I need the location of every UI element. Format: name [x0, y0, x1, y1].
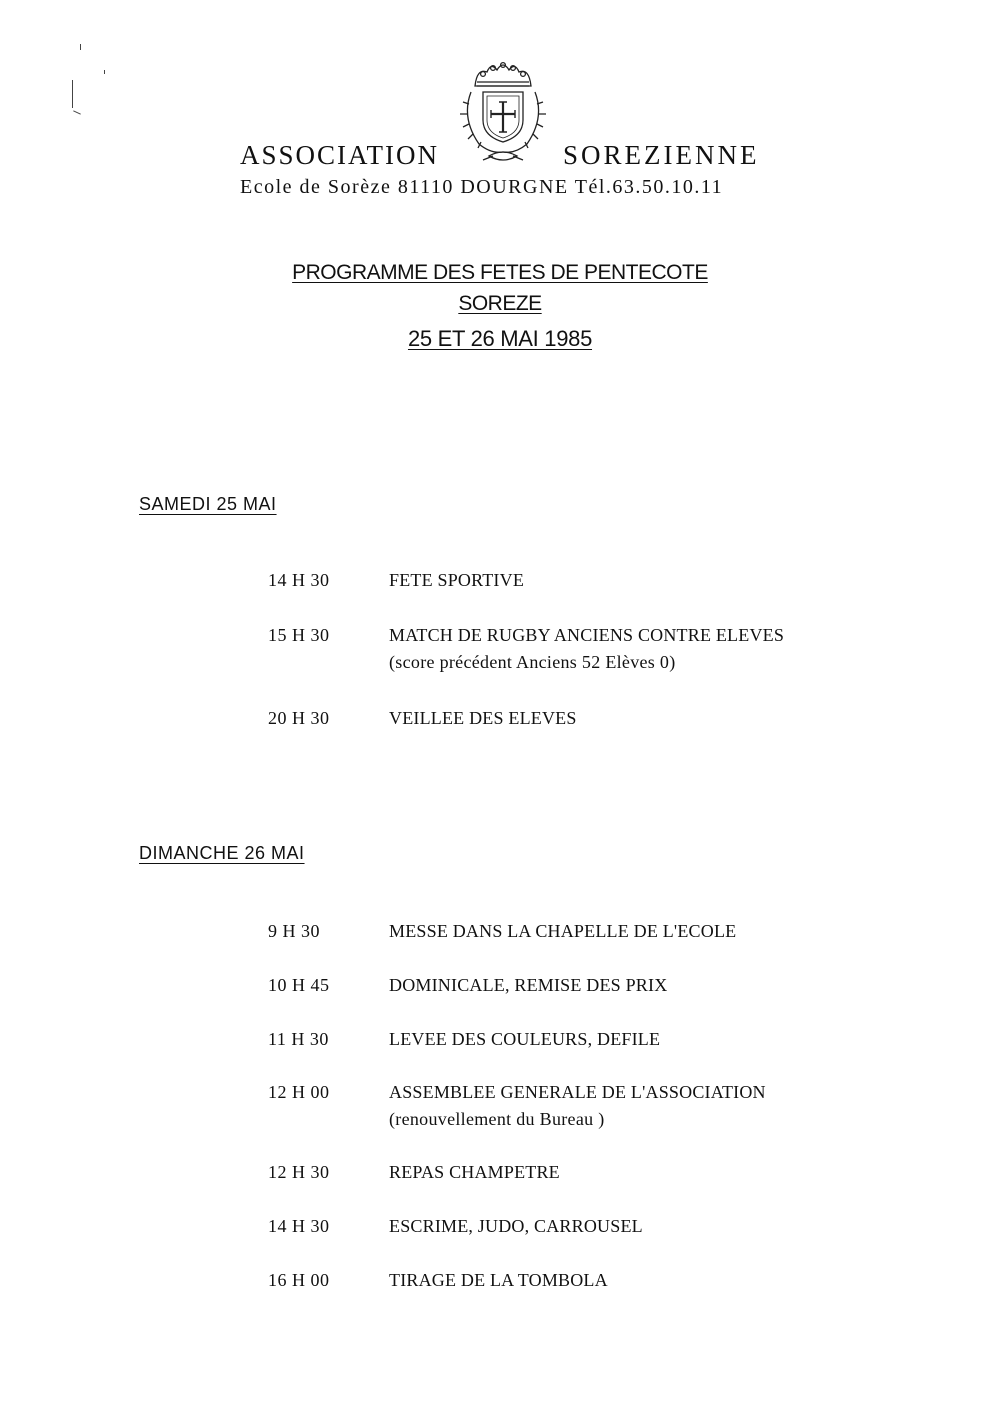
- item-description: TIRAGE DE LA TOMBOLA: [389, 1270, 608, 1290]
- scan-mark: [73, 110, 81, 114]
- day-heading-saturday: SAMEDI 25 MAI: [139, 494, 277, 514]
- item-description: MESSE DANS LA CHAPELLE DE L'ECOLE: [389, 921, 737, 941]
- scan-mark: [80, 44, 81, 50]
- item-description: REPAS CHAMPETRE: [389, 1162, 560, 1182]
- day-heading-sunday: DIMANCHE 26 MAI: [139, 843, 305, 863]
- item-time: 10 H 45: [268, 975, 330, 995]
- item-description: MATCH DE RUGBY ANCIENS CONTRE ELEVES: [389, 625, 785, 645]
- scan-mark: [104, 70, 105, 74]
- item-time: 14 H 30: [268, 1216, 330, 1236]
- item-description: VEILLEE DES ELEVES: [389, 708, 577, 728]
- item-note: (score précédent Anciens 52 Elèves 0): [389, 652, 676, 672]
- item-time: 9 H 30: [268, 921, 320, 941]
- item-description: FETE SPORTIVE: [389, 570, 525, 590]
- title-line-2: SOREZE: [458, 292, 542, 315]
- coat-of-arms-logo: [453, 56, 553, 168]
- programme-title: [0, 259, 1000, 357]
- item-description: ESCRIME, JUDO, CARROUSEL: [389, 1216, 643, 1236]
- item-time: 11 H 30: [268, 1029, 329, 1049]
- item-time: 15 H 30: [268, 625, 330, 645]
- item-time: 12 H 00: [268, 1082, 330, 1102]
- item-description: LEVEE DES COULEURS, DEFILE: [389, 1029, 661, 1049]
- item-description: DOMINICALE, REMISE DES PRIX: [389, 975, 668, 995]
- item-time: 14 H 30: [268, 570, 330, 590]
- item-description: ASSEMBLEE GENERALE DE L'ASSOCIATION: [389, 1082, 766, 1102]
- association-address: Ecole de Sorèze 81110 DOURGNE Tél.63.50.10.11: [240, 176, 724, 198]
- title-line-1: PROGRAMME DES FETES DE PENTECOTE: [292, 261, 708, 284]
- association-name-left: ASSOCIATION: [240, 140, 440, 170]
- item-time: 20 H 30: [268, 708, 330, 728]
- item-time: 12 H 30: [268, 1162, 330, 1182]
- item-time: 16 H 00: [268, 1270, 330, 1290]
- title-line-3: 25 ET 26 MAI 1985: [407, 326, 593, 351]
- association-name-right: SOREZIENNE: [563, 140, 760, 170]
- item-note: (renouvellement du Bureau ): [389, 1109, 605, 1129]
- scan-mark: [72, 80, 73, 108]
